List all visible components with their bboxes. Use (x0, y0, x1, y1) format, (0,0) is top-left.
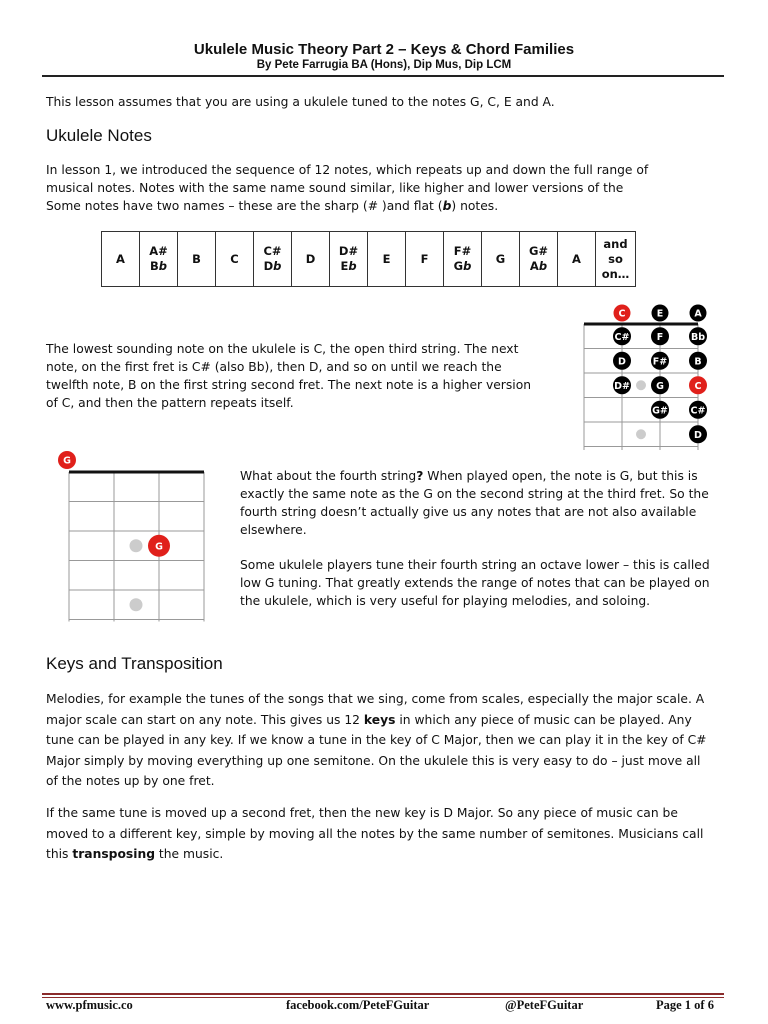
fret-note-G (148, 535, 170, 557)
fret-marker (130, 598, 143, 611)
fret-note (689, 352, 707, 370)
fret-note (689, 376, 707, 394)
svg-text:G: G (155, 541, 163, 553)
fret-marker (636, 380, 646, 390)
fret-note (613, 327, 631, 345)
footer-divider (42, 993, 724, 995)
fret-note (651, 376, 669, 394)
document-title: Ukulele Music Theory Part 2 – Keys & Chord Families (193, 41, 575, 58)
note-cell: A (102, 232, 140, 287)
note-cell: C (216, 232, 254, 287)
note-cell: F (406, 232, 444, 287)
svg-text:F#: F# (652, 356, 668, 368)
svg-text:B: B (694, 356, 702, 368)
fretboard-diagram-notes (578, 302, 728, 450)
svg-text:Bb: Bb (690, 331, 706, 343)
footer-page-number: Page 1 of 6 (656, 998, 714, 1012)
svg-text:G: G (63, 455, 71, 467)
section-heading-keys: Keys and Transposition (46, 654, 223, 673)
note-cell: C# Db (254, 232, 292, 287)
note-cell: B (178, 232, 216, 287)
footer-handle[interactable]: @PeteFGuitar (505, 998, 584, 1012)
svg-text:E: E (656, 308, 664, 320)
svg-text:G#: G# (652, 405, 668, 417)
svg-text:C: C (618, 308, 626, 320)
note-cell: E (368, 232, 406, 287)
intro-text: This lesson assumes that you are using a ukulele tuned to the notes G, C, E and A. (46, 95, 555, 109)
note-cell: D# Eb (330, 232, 368, 287)
svg-text:C#: C# (690, 405, 706, 417)
keys-paragraph-2: If the same tune is moved up a second fret, then the new key is D Major. So any piece of music can be moved to a different key, simple by moving all the notes by the same number of semitones. Musicians call this transposing the music. (46, 806, 704, 861)
note-sequence-table (101, 231, 636, 287)
note-cell: A (558, 232, 596, 287)
svg-text:C: C (694, 380, 702, 392)
fret-marker (636, 429, 646, 439)
fret-note (689, 425, 707, 443)
svg-text:A: A (694, 308, 702, 320)
note-cell: F# Gb (444, 232, 482, 287)
fret-note (651, 352, 669, 370)
open-note-A (690, 305, 707, 322)
fretboard-diagram-fourth-string (52, 448, 222, 628)
sharp-flat-line: Some notes have two names – these are the sharp (# )and flat (b) notes. (46, 199, 499, 213)
fret-note (651, 327, 669, 345)
fret-note (613, 352, 631, 370)
notes-paragraph-3: What about the fourth string? When played open, the note is G, but this is exactly the same note as the G on the second string at the third fret. So the fourth string doesn’t actually give us any notes that are not also available elsewhere. (240, 469, 709, 537)
section-heading-notes: Ukulele Notes (46, 126, 152, 145)
note-cell: D (292, 232, 330, 287)
notes-paragraph-2: The lowest sounding note on the ukulele is C, the open third string. The next note, on the first fret is C# (also Bb), then D, and so on until we reach the twelfth note, B on the first string second fret. The next note is a higher version of C, and then the pattern repeats itself. (46, 342, 532, 410)
note-cell: A# Bb (140, 232, 178, 287)
svg-text:D: D (618, 356, 626, 368)
note-cell: G# Ab (520, 232, 558, 287)
notes-paragraph-1: In lesson 1, we introduced the sequence of 12 notes, which repeats up and down the full range of musical notes. Notes with the same name sound similar, like higher and lower versions of the Some notes have two names – these are the sharp (# )and flat (b) notes. (46, 163, 649, 213)
open-note-E (652, 305, 669, 322)
fret-marker (130, 539, 143, 552)
open-note-G (58, 451, 76, 469)
note-cell: G (482, 232, 520, 287)
fret-note (689, 401, 707, 419)
fret-note (689, 327, 707, 345)
footer-facebook[interactable]: facebook.com/PeteFGuitar (286, 998, 430, 1012)
open-note-C (614, 305, 631, 322)
fret-note (613, 376, 631, 394)
svg-text:G: G (656, 380, 664, 392)
keys-paragraph-1: Melodies, for example the tunes of the songs that we sing, come from scales, especially the major scale. A major scale can start on any note. This gives us 12 keys in which any piece of music can be played. Any tune can be played in any key. If we know a tune in the key of C Major, then we can play it in the key of C# Major simply by moving everything up one semitone. On the ukulele this is very easy to do – just move all of the notes up by one fret. (46, 692, 707, 788)
header-divider (42, 75, 724, 77)
svg-text:D#: D# (614, 380, 630, 392)
note-cell: and so on… (596, 232, 636, 287)
svg-text:D: D (694, 429, 702, 441)
author-byline: By Pete Farrugia BA (Hons), Dip Mus, Dip LCM (256, 59, 512, 71)
svg-text:F: F (656, 331, 664, 343)
notes-paragraph-4: Some ukulele players tune their fourth string an octave lower – this is called low G tuning. That greatly extends the range of notes that can be played on the ukulele, which is very useful for playing melodies, and soloing. (240, 558, 710, 608)
fret-note (651, 401, 669, 419)
svg-text:C#: C# (614, 331, 630, 343)
footer-website[interactable]: www.pfmusic.co (46, 998, 133, 1012)
